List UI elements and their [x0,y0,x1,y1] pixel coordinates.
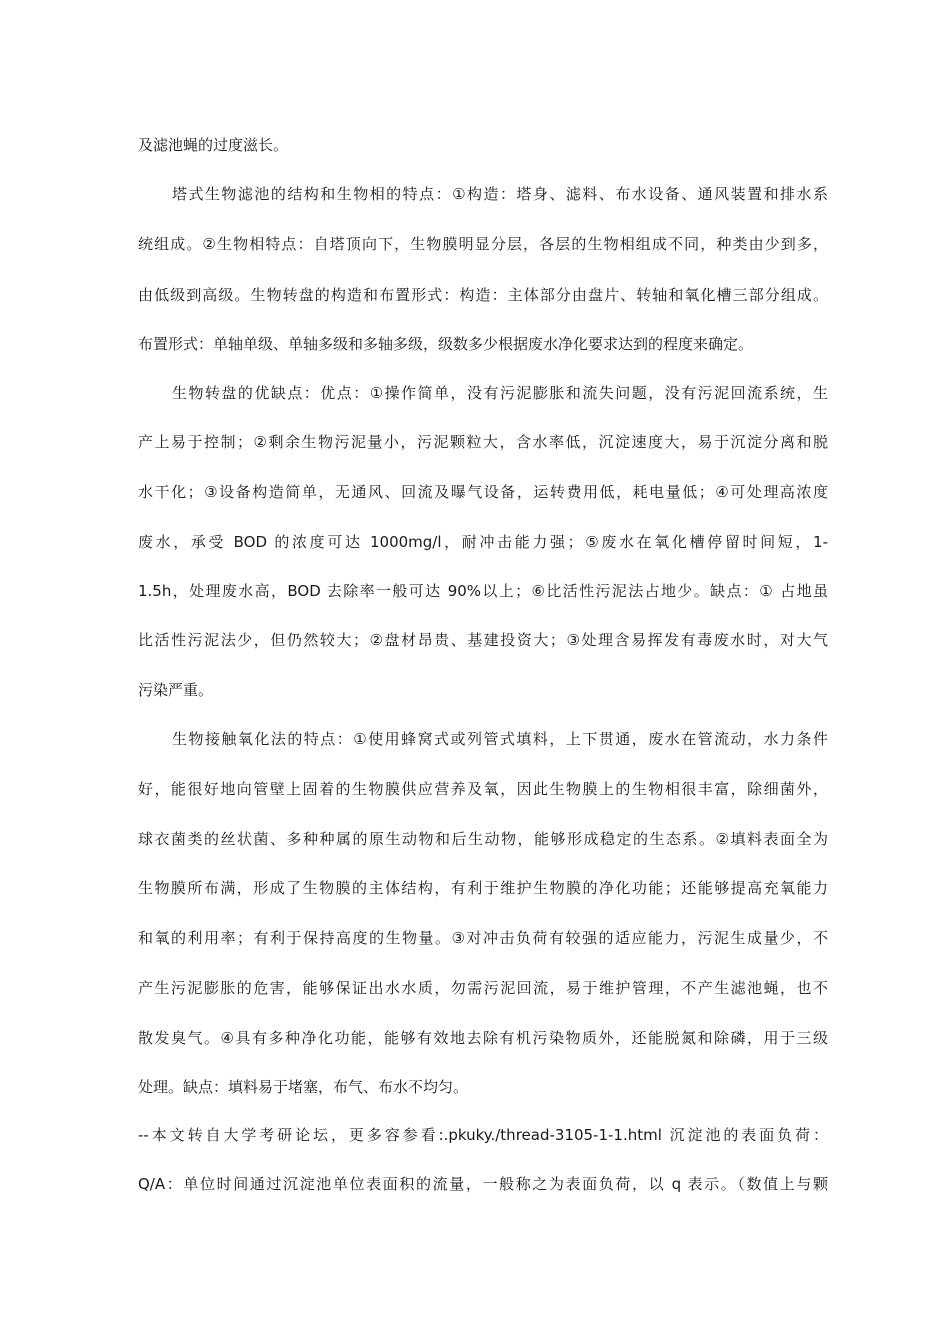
text-line: 散发臭气。④具有多种净化功能，能够有效地去除有机污染物质外，还能脱氮和除磷，用于三级 [138,1029,828,1047]
text-line: 生物接触氧化法的特点：①使用蜂窝式或列管式填料，上下贯通，废水在管流动，水力条件 [172,730,828,748]
text-line: 污染严重。 [138,681,214,699]
text-line: 及滤池蝇的过度滋长。 [138,136,289,154]
text-line: 1.5h，处理废水高，BOD 去除率一般可达 90%以上；⑥比活性污泥法占地少。缺点：① 占地虽 [138,582,828,600]
text-line: Q/A：单位时间通过沉淀池单位表面积的流量，一般称之为表面负荷，以 q 表示。（数值上与颗 [138,1175,828,1193]
text-line: 统组成。②生物相特点：自塔顶向下，生物膜明显分层，各层的生物相组成不同，种类由少到多， [138,235,828,253]
text-line: 塔式生物滤池的结构和生物相的特点：①构造：塔身、滤料、布水设备、通风装置和排水系 [172,185,828,203]
text-line: 生物转盘的优缺点：优点：①操作简单，没有污泥膨胀和流失问题，没有污泥回流系统，生 [172,384,828,402]
text-line: 和氧的利用率；有利于保持高度的生物量。③对冲击负荷有较强的适应能力，污泥生成量少，不 [138,929,828,947]
text-line: --本文转自大学考研论坛，更多容参看:.pkuky./thread-3105-1-1.html 沉淀池的表面负荷： [138,1126,828,1144]
text-line: 废水，承受 BOD 的浓度可达 1000mg/l，耐冲击能力强；⑤废水在氧化槽停留时间短，1- [138,533,828,551]
text-line: 球衣菌类的丝状菌、多种种属的原生动物和后生动物，能够形成稳定的生态系。②填料表面全为 [138,830,828,848]
text-line: 处理。缺点：填料易于堵塞，布气、布水不均匀。 [138,1078,469,1096]
text-line: 产上易于控制；②剩余生物污泥量小，污泥颗粒大，含水率低，沉淀速度大，易于沉淀分离和脱 [138,433,828,451]
text-line: 水干化；③设备构造简单，无通风、回流及曝气设备，运转费用低，耗电量低；④可处理高浓度 [138,483,828,501]
text-line: 布置形式：单轴单级、单轴多级和多轴多级，级数多少根据废水净化要求达到的程度来确定。 [138,335,754,353]
text-line: 生物膜所布满，形成了生物膜的主体结构，有利于维护生物膜的净化功能；还能够提高充氧能力 [138,879,828,897]
text-line: 由低级到高级。生物转盘的构造和布置形式：构造：主体部分由盘片、转轴和氧化槽三部分组成。 [138,286,828,304]
text-line: 产生污泥膨胀的危害，能够保证出水水质，勿需污泥回流，易于维护管理，不产生滤池蝇，也不 [138,979,828,997]
text-line: 好，能很好地向管壁上固着的生物膜供应营养及氧，因此生物膜上的生物相很丰富，除细菌外， [138,780,828,798]
text-line: 比活性污泥法少，但仍然较大；②盘材昂贵、基建投资大；③处理含易挥发有毒废水时，对大气 [138,631,828,649]
